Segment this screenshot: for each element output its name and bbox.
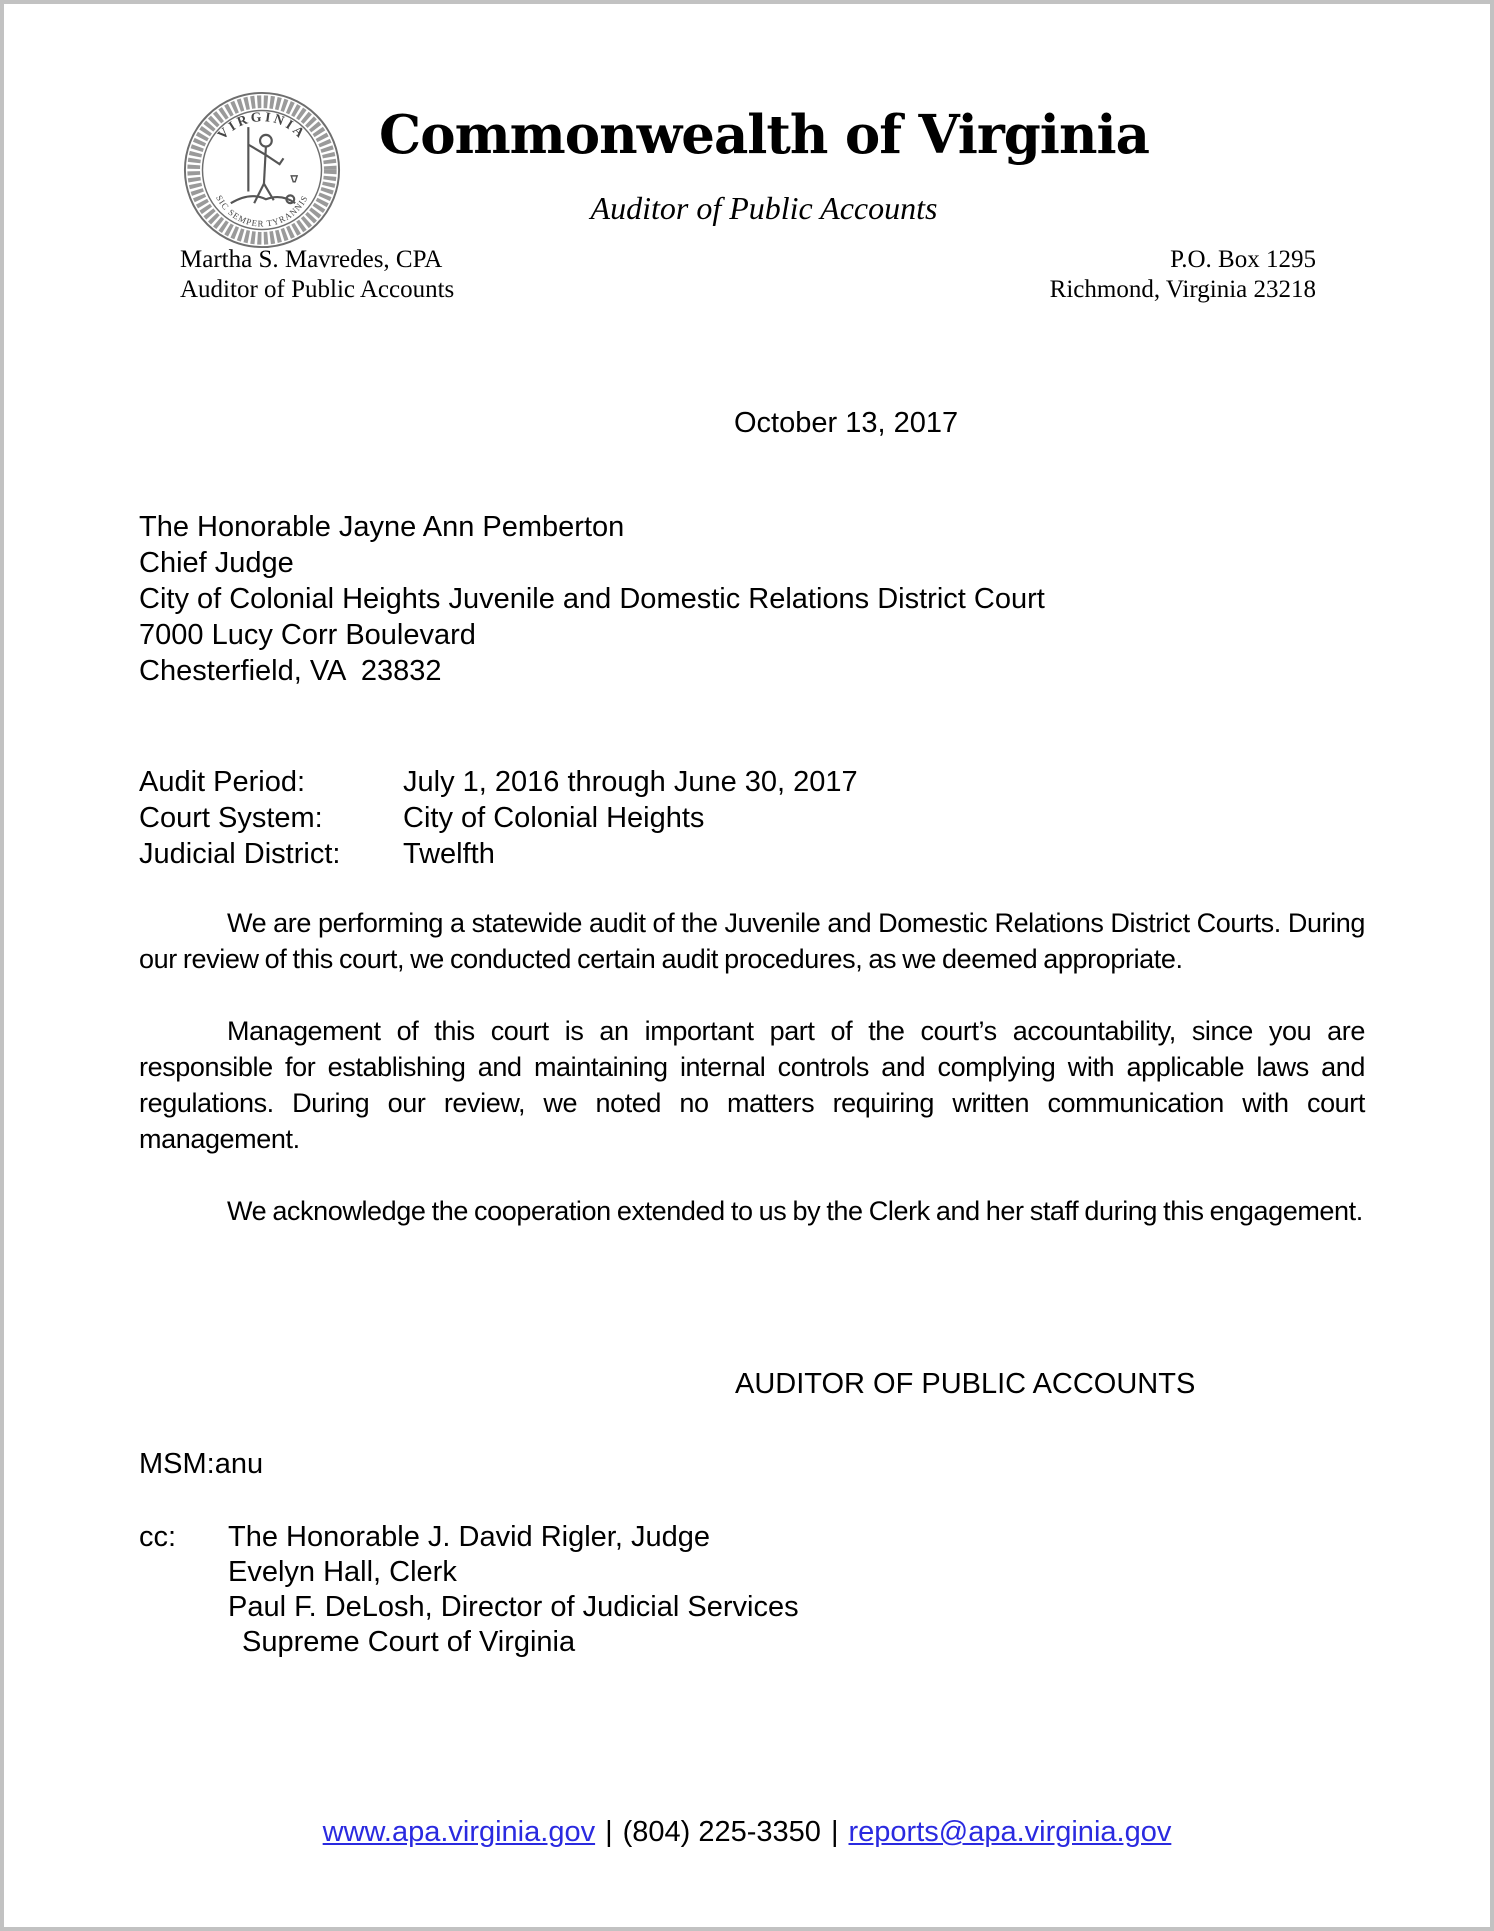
judicial-district-label: Judicial District: (139, 838, 341, 870)
recipient-block (139, 509, 1045, 689)
recipient-street: 7000 Lucy Corr Boulevard (139, 619, 476, 651)
cc-name-2: Evelyn Hall, Clerk (228, 1556, 457, 1588)
virginia-state-seal-icon (182, 90, 342, 250)
city-state-zip: Richmond, Virginia 23218 (1049, 276, 1316, 303)
footer-separator-2: | (830, 1816, 839, 1848)
audit-info (139, 764, 858, 872)
seal-top-text: VIRGINIA (214, 108, 310, 143)
paragraph-1: We are performing a statewide audit of the Juvenile and Domestic Relations District Courts. During our review of this court, we conducted certain audit procedures, as we deemed appropriate. (139, 908, 1365, 974)
paragraph-3: We acknowledge the cooperation extended to us by the Clerk and her staff during this engagement. (227, 1196, 1363, 1226)
paragraph-2: Management of this court is an important part of the court’s accountability, since you are responsible for establishing and maintaining internal controls and complying with applicable laws and regulations. During our review, we noted no matters requiring written communication with court management. (139, 1016, 1365, 1154)
cc-name-4: Supreme Court of Virginia (242, 1626, 576, 1658)
footer-separator-1: | (605, 1816, 613, 1848)
cc-names (228, 1520, 799, 1660)
official-name: Martha S. Mavredes, CPA (180, 246, 443, 273)
audit-period-value: July 1, 2016 through June 30, 2017 (403, 766, 858, 798)
court-system-value: City of Colonial Heights (403, 802, 705, 834)
email-link[interactable]: reports@apa.virginia.gov (848, 1816, 1172, 1848)
reference-initials: MSM:anu (139, 1448, 264, 1480)
audit-period-label: Audit Period: (139, 766, 306, 798)
apa-address-block (1050, 245, 1316, 305)
official-block (180, 245, 454, 305)
po-box: P.O. Box 1295 (1170, 246, 1316, 273)
page-footer (4, 1816, 1490, 1849)
official-title: Auditor of Public Accounts (180, 276, 455, 303)
recipient-name: The Honorable Jayne Ann Pemberton (139, 511, 625, 543)
recipient-title: Chief Judge (139, 547, 294, 579)
signature-org-line: AUDITOR OF PUBLIC ACCOUNTS (735, 1368, 1196, 1400)
court-system-row (139, 800, 858, 836)
org-name: Commonwealth of Virginia (379, 104, 1149, 166)
judicial-district-row (139, 836, 858, 872)
audit-period-row (139, 764, 858, 800)
judicial-district-value: Twelfth (403, 838, 495, 870)
recipient-court: City of Colonial Heights Juvenile and Domestic Relations District Court (139, 583, 1045, 615)
letter-body (139, 905, 1365, 1265)
cc-name-1: The Honorable J. David Rigler, Judge (228, 1521, 710, 1553)
recipient-city: Chesterfield, VA 23832 (139, 655, 442, 687)
court-system-label: Court System: (139, 802, 323, 834)
cc-block (139, 1520, 799, 1660)
seal-bottom-text: SIC SEMPER TYRANNIS (214, 193, 310, 229)
cc-label: cc: (139, 1521, 177, 1553)
org-subtitle: Auditor of Public Accounts (590, 190, 938, 226)
letter-date: October 13, 2017 (734, 407, 959, 439)
phone-number: (804) 225-3350 (622, 1816, 821, 1848)
cc-name-3: Paul F. DeLosh, Director of Judicial Services (228, 1591, 799, 1623)
website-link[interactable]: www.apa.virginia.gov (322, 1816, 596, 1848)
